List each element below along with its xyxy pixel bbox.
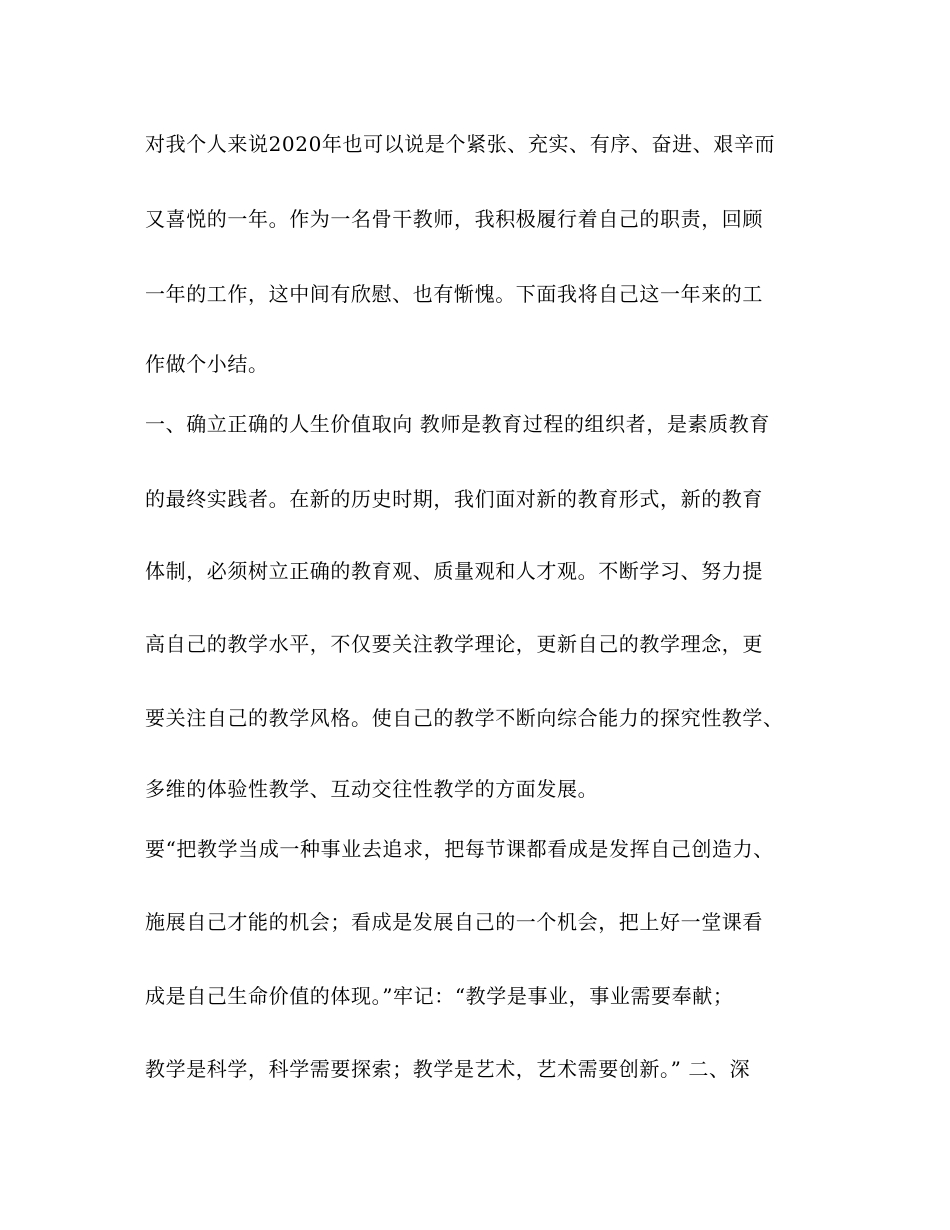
- paragraph-line: 要“把教学当成一种事业去追求，把每节课都看成是发挥自己创造力、: [145, 837, 774, 861]
- paragraph-line: 体制，必须树立正确的教育观、质量观和人才观。不断学习、努力提: [145, 559, 763, 583]
- paragraph-line: 高自己的教学水平，不仅要关注教学理论，更新自己的教学理念，更: [145, 632, 763, 656]
- paragraph-line: 的最终实践者。在新的历史时期，我们面对新的教育形式，新的教育: [145, 487, 763, 511]
- paragraph-line: 作做个小结。: [145, 352, 269, 376]
- paragraph-line: 教学是科学，科学需要探索；教学是艺术，艺术需要创新。” 二、深: [145, 1057, 751, 1081]
- paragraph-line: 又喜悦的一年。作为一名骨干教师，我积极履行着自己的职责，回顾: [145, 207, 763, 231]
- paragraph-line: 要关注自己的教学风格。使自己的教学不断向综合能力的探究性教学、: [145, 706, 784, 730]
- paragraph-line: 成是自己生命价值的体现。”牢记：“教学是事业，事业需要奉献；: [145, 984, 734, 1008]
- paragraph-line: 一年的工作，这中间有欣慰、也有惭愧。下面我将自己这一年来的工: [145, 282, 763, 306]
- section-heading-line: 一、确立正确的人生价值取向 教师是教育过程的组织者，是素质教育: [145, 412, 770, 436]
- paragraph-line: 对我个人来说2020年也可以说是个紧张、充实、有序、奋进、艰辛而: [145, 132, 776, 156]
- paragraph-line: 多维的体验性教学、互动交往性教学的方面发展。: [145, 777, 599, 801]
- paragraph-line: 施展自己才能的机会；看成是发展自己的一个机会，把上好一堂课看: [145, 910, 763, 934]
